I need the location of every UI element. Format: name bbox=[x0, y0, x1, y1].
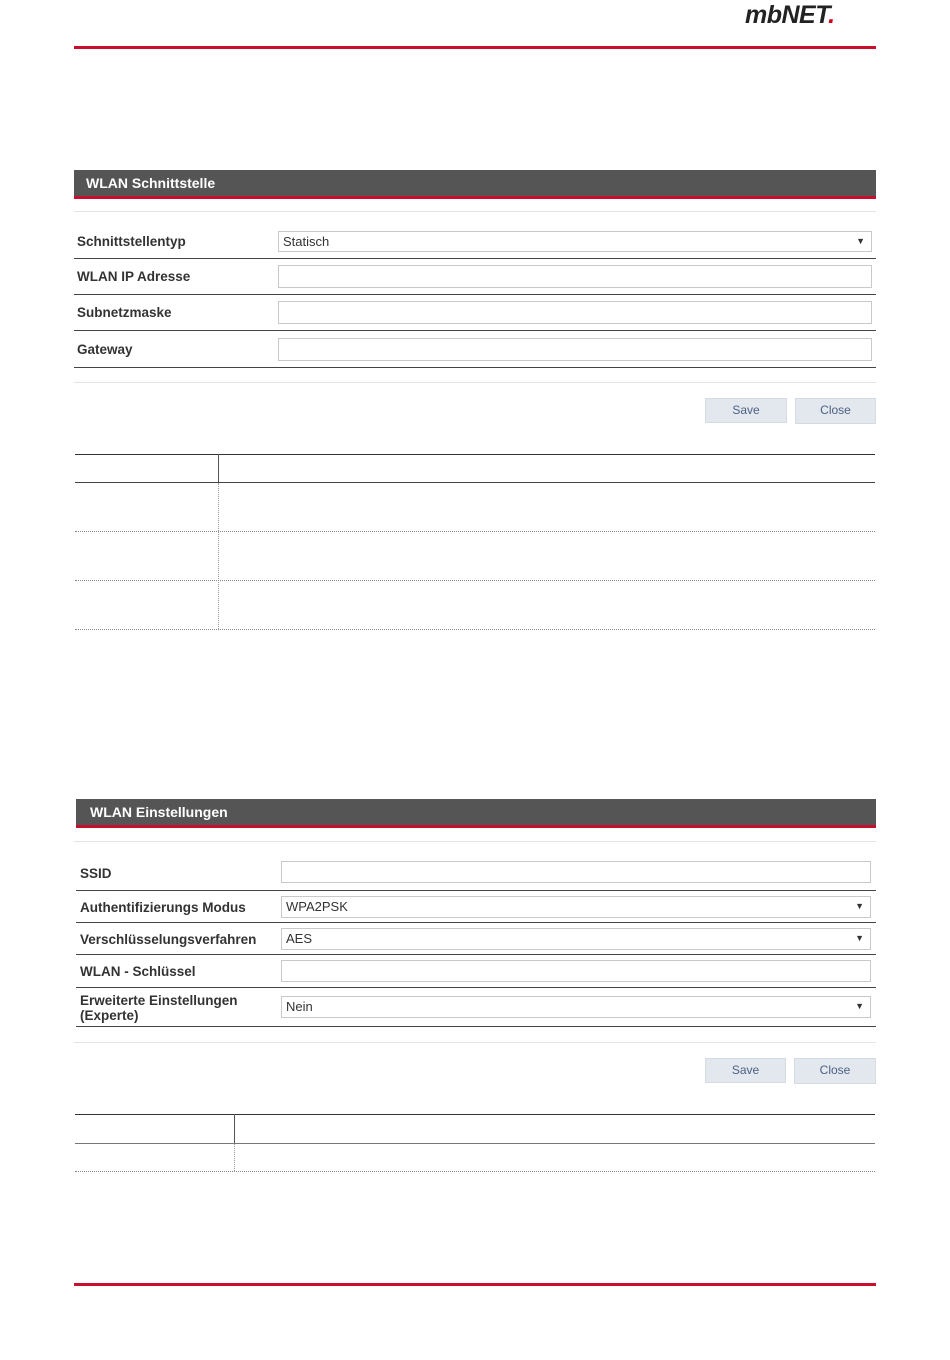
field-label: WLAN - Schlüssel bbox=[80, 964, 196, 979]
wlan-key-input[interactable] bbox=[281, 960, 871, 982]
header-rule bbox=[74, 46, 876, 49]
table-row bbox=[75, 580, 875, 581]
triangle-down-icon: ▼ bbox=[856, 236, 865, 246]
triangle-down-icon: ▼ bbox=[855, 1001, 864, 1011]
field-row-ip-address bbox=[74, 259, 876, 295]
interface-type-select[interactable] bbox=[278, 231, 872, 252]
field-label: Subnetzmaske bbox=[77, 305, 172, 320]
table-column-divider bbox=[218, 454, 219, 482]
logo-text: mbNET bbox=[745, 1, 829, 29]
select-value: AES bbox=[286, 931, 313, 946]
table-column-divider bbox=[234, 1114, 235, 1143]
advanced-settings-select[interactable] bbox=[281, 996, 871, 1018]
field-label: Authentifizierungs Modus bbox=[80, 900, 246, 915]
panel-divider bbox=[74, 382, 876, 383]
panel-divider bbox=[74, 841, 876, 842]
wlan-settings-panel bbox=[76, 799, 876, 1089]
panel-title: WLAN Einstellungen bbox=[76, 799, 876, 828]
table-header-rule bbox=[75, 482, 875, 483]
select-value: Nein bbox=[286, 999, 313, 1014]
ssid-input[interactable] bbox=[281, 861, 871, 883]
description-table bbox=[75, 1114, 875, 1174]
save-button[interactable]: Save bbox=[705, 398, 787, 423]
field-label: Gateway bbox=[77, 342, 133, 357]
field-row-advanced bbox=[76, 988, 876, 1027]
logo-dot: . bbox=[828, 1, 835, 29]
close-button[interactable]: Close bbox=[795, 398, 876, 424]
field-label: Verschlüsselungsverfahren bbox=[80, 932, 257, 947]
field-row-auth-mode bbox=[76, 891, 876, 923]
gateway-input[interactable] bbox=[278, 338, 872, 361]
field-label: SSID bbox=[80, 866, 112, 881]
field-row-interface-type bbox=[74, 228, 876, 259]
close-button[interactable]: Close bbox=[794, 1058, 876, 1084]
table-row bbox=[75, 531, 875, 532]
field-row-gateway bbox=[74, 331, 876, 368]
table-column-divider bbox=[234, 1144, 235, 1171]
field-label: WLAN IP Adresse bbox=[77, 269, 191, 284]
table-top-rule bbox=[75, 454, 875, 455]
field-label: Schnittstellentyp bbox=[77, 234, 186, 249]
field-label: Erweiterte Einstellungen (Experte) bbox=[80, 993, 238, 1023]
triangle-down-icon: ▼ bbox=[855, 933, 864, 943]
field-row-ssid bbox=[76, 857, 876, 891]
wlan-interface-panel bbox=[74, 170, 876, 430]
footer-rule bbox=[74, 1283, 876, 1286]
field-row-encryption bbox=[76, 923, 876, 955]
description-table bbox=[75, 454, 875, 631]
save-button[interactable]: Save bbox=[705, 1058, 786, 1083]
select-value: WPA2PSK bbox=[286, 899, 348, 914]
panel-divider bbox=[74, 211, 876, 212]
field-row-wlan-key bbox=[76, 955, 876, 988]
table-row bbox=[75, 629, 875, 630]
select-value: Statisch bbox=[283, 234, 330, 249]
field-row-subnet bbox=[74, 295, 876, 331]
auth-mode-select[interactable] bbox=[281, 896, 871, 918]
table-column-divider bbox=[218, 483, 219, 629]
panel-title: WLAN Schnittstelle bbox=[74, 170, 876, 199]
encryption-select[interactable] bbox=[281, 928, 871, 950]
ip-address-input[interactable] bbox=[278, 265, 872, 288]
table-top-rule bbox=[75, 1114, 875, 1115]
panel-divider bbox=[74, 1042, 876, 1043]
table-header-rule bbox=[75, 1143, 875, 1144]
subnet-mask-input[interactable] bbox=[278, 301, 872, 324]
triangle-down-icon: ▼ bbox=[855, 901, 864, 911]
table-row bbox=[75, 1171, 875, 1172]
brand-logo bbox=[745, 0, 885, 30]
